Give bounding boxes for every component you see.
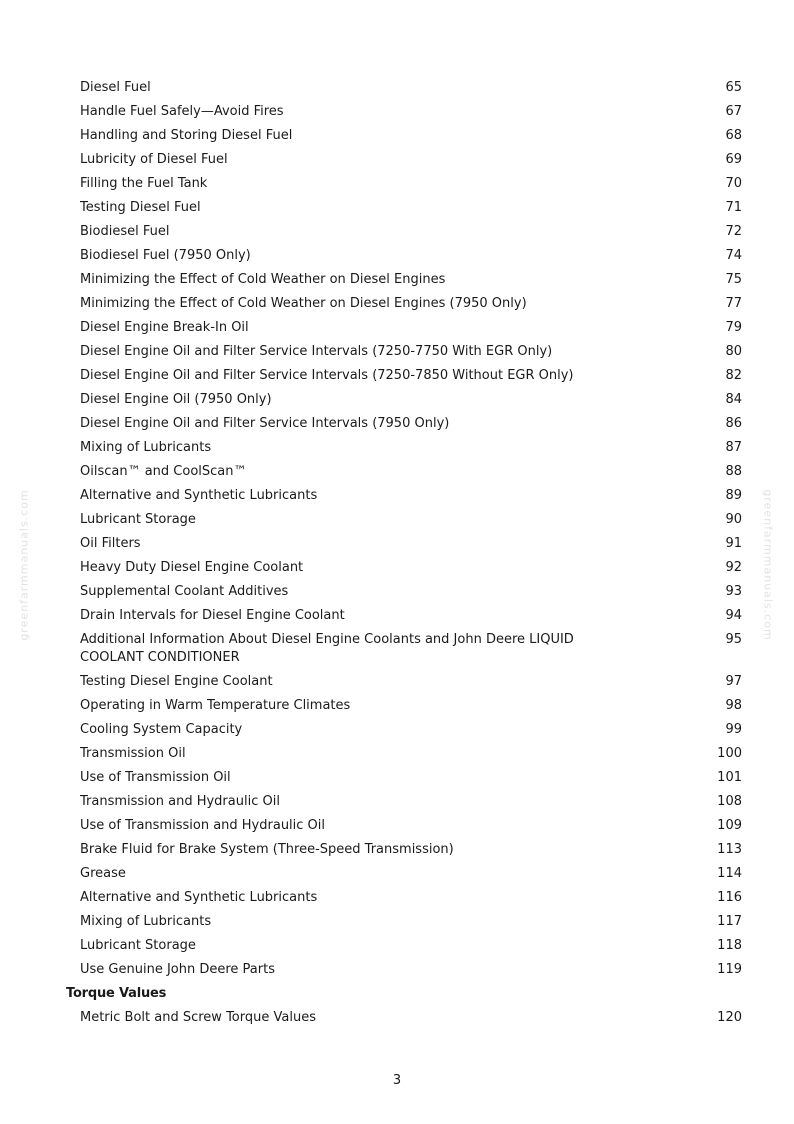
page-number: 3 (392, 1073, 402, 1088)
toc-entry-page-number: 100 (717, 746, 742, 761)
toc-entry[interactable] (80, 340, 742, 364)
toc-entry[interactable] (80, 100, 742, 124)
toc-entry[interactable] (80, 910, 742, 934)
toc-entry-page-number: 98 (725, 698, 742, 713)
toc-entry-title: Oil Filters (80, 536, 141, 551)
toc-entry-page-number: 74 (725, 248, 742, 263)
toc-entry[interactable] (80, 364, 742, 388)
toc-entry[interactable] (80, 580, 742, 604)
toc-entry[interactable] (80, 556, 742, 580)
toc-entry[interactable] (80, 316, 742, 340)
toc-entry-page-number: 114 (717, 866, 742, 881)
toc-entry-title: Biodiesel Fuel (7950 Only) (80, 248, 251, 263)
toc-entry-title: Metric Bolt and Screw Torque Values (80, 1010, 316, 1025)
toc-entry[interactable] (80, 268, 742, 292)
toc-entry-page-number: 91 (725, 536, 742, 551)
toc-entry-page-number: 67 (725, 104, 742, 119)
toc-entry[interactable] (80, 1006, 742, 1030)
toc-entry[interactable] (80, 436, 742, 460)
toc-entry-page-number: 71 (725, 200, 742, 215)
toc-entry-title: Transmission and Hydraulic Oil (80, 794, 280, 809)
toc-entry-title: Use of Transmission Oil (80, 770, 231, 785)
watermark-right: greenfarmmanuals.com (761, 489, 775, 641)
toc-entry-title: Additional Information About Diesel Engine Coolants and John Deere LIQUID COOLANT CONDITIONER (80, 632, 574, 665)
toc-entry-title: Alternative and Synthetic Lubricants (80, 890, 318, 905)
toc-entry-title: Transmission Oil (80, 746, 186, 761)
toc-entry-title: Diesel Fuel (80, 80, 151, 95)
toc-entry[interactable] (80, 628, 742, 670)
toc-entry-title: Lubricity of Diesel Fuel (80, 152, 228, 167)
toc-entry-page-number: 113 (717, 842, 742, 857)
toc-entry-title: Testing Diesel Fuel (80, 200, 201, 215)
toc-entry[interactable] (80, 742, 742, 766)
toc-entry-page-number: 97 (725, 674, 742, 689)
toc-entry-page-number: 90 (725, 512, 742, 527)
toc-entry-title: Diesel Engine Oil (7950 Only) (80, 392, 272, 407)
toc-entry-page-number: 68 (725, 128, 742, 143)
toc-entry-title: Drain Intervals for Diesel Engine Coolant (80, 608, 345, 623)
toc-section-entries-list (80, 1006, 742, 1030)
toc-entry[interactable] (80, 196, 742, 220)
watermark-left: greenfarmmanuals.com (17, 489, 31, 641)
toc-entry-page-number: 87 (725, 440, 742, 455)
toc-entry-page-number: 95 (725, 632, 742, 647)
toc-entry-title: Brake Fluid for Brake System (Three-Speed Transmission) (80, 842, 454, 857)
toc-entry-title: Operating in Warm Temperature Climates (80, 698, 351, 713)
toc-entry-title: Grease (80, 866, 126, 881)
toc-entry[interactable] (80, 532, 742, 556)
toc-entry[interactable] (80, 388, 742, 412)
toc-entry-title: Minimizing the Effect of Cold Weather on Diesel Engines (80, 272, 446, 287)
toc-entry-title: Mixing of Lubricants (80, 914, 212, 929)
toc-entry-page-number: 101 (717, 770, 742, 785)
toc-entry[interactable] (80, 148, 742, 172)
toc-entry[interactable] (80, 766, 742, 790)
toc-entry-title: Handle Fuel Safely—Avoid Fires (80, 104, 284, 119)
toc-entry-page-number: 70 (725, 176, 742, 191)
toc-entry-title: Lubricant Storage (80, 512, 196, 527)
toc-entry-page-number: 116 (717, 890, 742, 905)
toc-entry-title: Use Genuine John Deere Parts (80, 962, 275, 977)
toc-entry-page-number: 92 (725, 560, 742, 575)
toc-entry-page-number: 89 (725, 488, 742, 503)
toc-entry-page-number: 109 (717, 818, 742, 833)
toc-entry-title: Diesel Engine Break-In Oil (80, 320, 249, 335)
toc-entry[interactable] (80, 460, 742, 484)
toc-section-title: Torque Values (66, 986, 167, 1001)
toc-entry-page-number: 82 (725, 368, 742, 383)
toc-entry-title: Handling and Storing Diesel Fuel (80, 128, 293, 143)
toc-entry-title: Filling the Fuel Tank (80, 176, 208, 191)
table-of-contents (66, 76, 742, 1030)
toc-entry-page-number: 94 (725, 608, 742, 623)
toc-entry[interactable] (80, 244, 742, 268)
toc-entry[interactable] (80, 838, 742, 862)
toc-entry-page-number: 65 (725, 80, 742, 95)
toc-entry-page-number: 93 (725, 584, 742, 599)
toc-entry[interactable] (80, 508, 742, 532)
toc-entry[interactable] (80, 886, 742, 910)
toc-entry-title: Alternative and Synthetic Lubricants (80, 488, 318, 503)
toc-section-heading[interactable] (66, 982, 742, 1006)
toc-entries-list (80, 76, 742, 982)
toc-entry-title: Lubricant Storage (80, 938, 196, 953)
toc-entry-title: Biodiesel Fuel (80, 224, 170, 239)
toc-entry-title: Oilscan™ and CoolScan™ (80, 464, 247, 479)
toc-entry[interactable] (80, 220, 742, 244)
toc-entry-page-number: 77 (725, 296, 742, 311)
toc-entry[interactable] (80, 172, 742, 196)
toc-entry-page-number: 79 (725, 320, 742, 335)
toc-entry-title: Testing Diesel Engine Coolant (80, 674, 273, 689)
toc-entry-page-number: 80 (725, 344, 742, 359)
toc-entry[interactable] (80, 934, 742, 958)
toc-entry-page-number: 118 (717, 938, 742, 953)
toc-entry-title: Diesel Engine Oil and Filter Service Intervals (7250-7850 Without EGR Only) (80, 368, 574, 383)
toc-entry-title: Diesel Engine Oil and Filter Service Intervals (7250-7750 With EGR Only) (80, 344, 553, 359)
toc-entry-title: Cooling System Capacity (80, 722, 243, 737)
toc-entry[interactable] (80, 958, 742, 982)
toc-entry[interactable] (80, 124, 742, 148)
toc-entry-page-number: 86 (725, 416, 742, 431)
toc-entry[interactable] (80, 790, 742, 814)
toc-entry-title: Mixing of Lubricants (80, 440, 212, 455)
toc-entry[interactable] (80, 412, 742, 436)
toc-entry-page-number: 72 (725, 224, 742, 239)
toc-entry-page-number: 108 (717, 794, 742, 809)
toc-entry-title: Supplemental Coolant Additives (80, 584, 289, 599)
toc-entry[interactable] (80, 76, 742, 100)
toc-entry[interactable] (80, 694, 742, 718)
toc-entry-page-number: 120 (717, 1010, 742, 1025)
toc-entry[interactable] (80, 604, 742, 628)
toc-entry[interactable] (80, 484, 742, 508)
toc-entry[interactable] (80, 718, 742, 742)
toc-entry-page-number: 99 (725, 722, 742, 737)
toc-entry[interactable] (80, 670, 742, 694)
toc-entry[interactable] (80, 862, 742, 886)
toc-entry-title: Minimizing the Effect of Cold Weather on Diesel Engines (7950 Only) (80, 296, 527, 311)
toc-entry-page-number: 88 (725, 464, 742, 479)
toc-entry[interactable] (80, 292, 742, 316)
toc-entry-page-number: 75 (725, 272, 742, 287)
toc-entry-title: Use of Transmission and Hydraulic Oil (80, 818, 326, 833)
toc-entry[interactable] (80, 814, 742, 838)
toc-entry-title: Heavy Duty Diesel Engine Coolant (80, 560, 304, 575)
toc-entry-page-number: 119 (717, 962, 742, 977)
toc-entry-page-number: 117 (717, 914, 742, 929)
toc-entry-page-number: 84 (725, 392, 742, 407)
toc-entry-page-number: 69 (725, 152, 742, 167)
toc-entry-title: Diesel Engine Oil and Filter Service Intervals (7950 Only) (80, 416, 450, 431)
